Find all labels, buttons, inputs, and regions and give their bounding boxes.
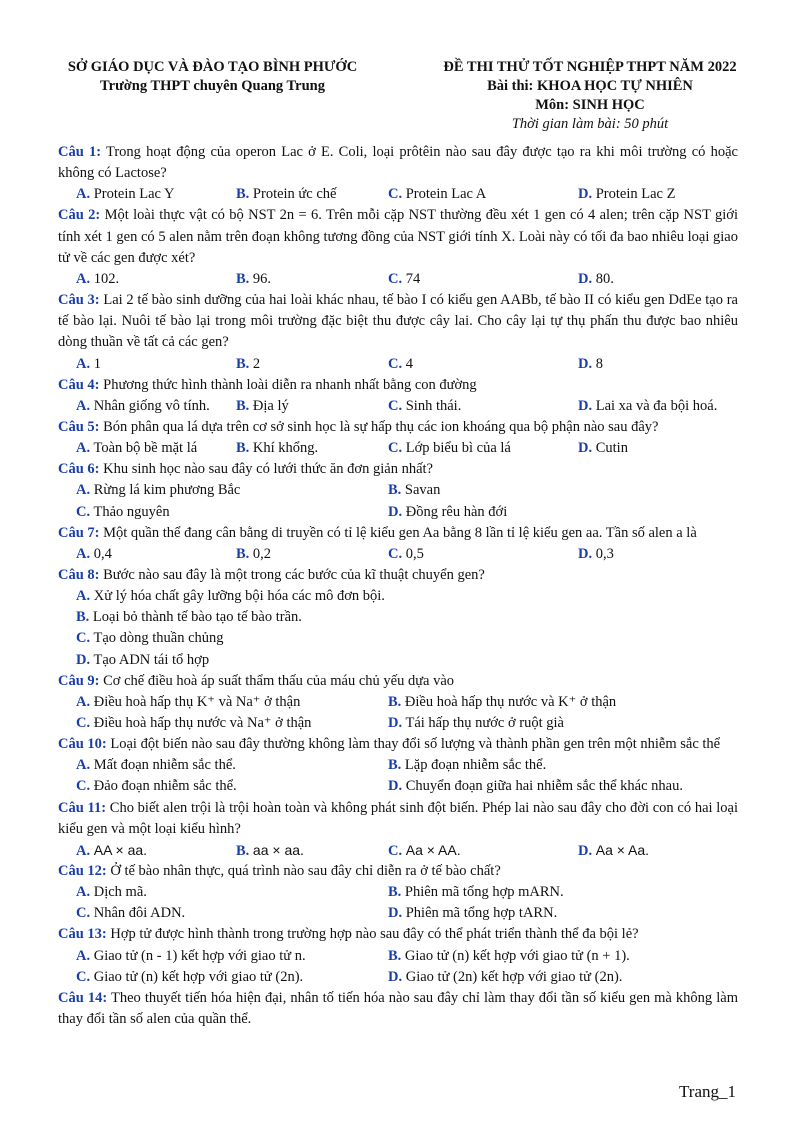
option-a [76,882,147,903]
option-text: 8 [595,355,603,372]
page-number: Trang_1 [679,1082,736,1101]
options-row [58,354,738,375]
option-b [388,755,546,776]
option-c [388,840,461,862]
option-text: 74 [405,270,421,287]
option-text: Giao tử (n) kết hợp với giao tử (n + 1). [404,947,630,964]
option-letter: B. [236,440,250,457]
question-text: Bón phân qua lá dựa trên cơ sở sinh học là sự hấp thụ các ion khoáng qua bộ phận nào sau đây? [103,418,659,435]
option-text: Phiên mã tổng hợp tARN. [405,905,558,922]
option-letter: D. [388,503,403,520]
options-row [58,628,738,649]
option-a [76,946,306,967]
option-d [578,396,717,417]
options-row [58,967,738,988]
question-label: Câu 11: [58,799,107,816]
option-text: 4 [405,355,413,372]
option-text: 0,3 [595,545,614,562]
option-text: Aa × Aa. [595,841,650,858]
option-letter: B. [388,947,402,964]
option-letter: A. [76,693,91,710]
options-row [58,903,738,924]
option-letter: B. [236,355,250,372]
question-5 [58,417,738,438]
option-text: 2 [252,355,261,372]
question-label: Câu 12: [58,863,107,880]
option-text: 80. [595,270,614,287]
question-label: Câu 3: [58,292,100,309]
option-letter: B. [388,884,402,901]
option-letter: C. [76,715,91,732]
options-row [58,882,738,903]
question-text: Khu sinh học nào sau đây có lưới thức ăn đơn giản nhất? [103,461,433,478]
option-text: Loại bỏ thành tế bào tạo tế bào trần. [92,609,302,626]
option-letter: D. [388,715,403,732]
option-text: Điều hoà hấp thụ K⁺ và Na⁺ ở thận [93,693,301,710]
question-4 [58,375,738,396]
option-b [236,438,318,459]
option-letter: C. [388,186,403,203]
option-c [388,184,486,205]
option-d [388,967,622,988]
option-letter: D. [388,778,403,795]
option-text: Protein Lac Y [93,186,175,203]
option-text: Lặp đoạn nhiễm sắc thể. [404,757,547,774]
options-row [58,607,738,628]
option-d [388,713,564,734]
options-row [58,396,738,417]
option-letter: A. [76,842,91,859]
option-letter: A. [76,270,91,287]
option-text: Giao tử (n - 1) kết hợp với giao tử n. [93,947,306,964]
option-letter: A. [76,440,91,457]
option-b [236,354,260,375]
option-text: Địa lý [252,397,289,414]
question-text: Một quần thể đang cân bằng di truyền có tỉ lệ kiểu gen Aa bằng 8 lần tỉ lệ kiểu gen aa. Tần số alen a là [103,524,697,541]
option-text: Dịch mã. [93,884,147,901]
option-a [76,755,236,776]
option-c [388,269,420,290]
option-b [388,882,564,903]
question-8 [58,565,738,586]
option-c [76,713,311,734]
option-text: 0,5 [405,545,424,562]
question-text: Cơ chế điều hoà áp suất thẩm thấu của máu chủ yếu dựa vào [103,672,455,689]
option-letter: C. [76,905,91,922]
option-letter: A. [76,757,91,774]
option-b [236,544,271,565]
option-letter: C. [388,545,403,562]
option-letter: C. [76,630,91,647]
options-row [58,776,738,797]
option-text: Giao tử (n) kết hợp với giao tử (2n). [93,968,304,985]
option-b [236,269,271,290]
option-letter: A. [76,947,91,964]
option-text: Điều hoà hấp thụ nước và Na⁺ ở thận [93,715,312,732]
option-letter: A. [76,355,91,372]
option-letter: D. [578,270,593,287]
question-text: Trong hoạt động của operon Lac ở E. Coli, loại prôtêin nào sau đây được tạo ra khi môi trường có hoặc không có Lactose? [58,144,738,182]
option-a [76,692,300,713]
option-text: Lai xa và đa bội hoá. [595,397,718,414]
option-a [76,840,147,862]
option-b [388,692,616,713]
option-b [236,184,336,205]
question-label: Câu 13: [58,926,107,943]
question-label: Câu 4: [58,376,100,393]
question-text: Bước nào sau đây là một trong các bước của kĩ thuật chuyển gen? [103,567,485,583]
option-letter: C. [388,397,403,414]
option-text: Rừng lá kim phương Bắc [93,482,241,499]
option-text: Lớp biểu bì của lá [405,440,511,457]
header-right [405,58,775,134]
options-row [58,713,738,734]
option-a [76,354,101,375]
question-label: Câu 5: [58,418,100,435]
option-letter: B. [236,186,250,203]
options-row [58,946,738,967]
option-text: Sinh thái. [405,397,462,414]
option-b [236,840,304,862]
option-a [76,586,385,607]
option-d [578,544,614,565]
option-c [76,628,224,649]
option-d [578,840,649,862]
question-label: Câu 14: [58,989,108,1006]
option-b [388,946,630,967]
option-a [76,438,197,459]
option-a [76,544,112,565]
option-text: Nhân giống vô tính. [93,397,210,414]
option-d [578,354,603,375]
options-row [58,438,738,459]
question-text: Lai 2 tế bào sinh dưỡng của hai loài khác nhau, tế bào I có kiểu gen AABb, tế bào II có kiểu gen DdEe tạo ra tế bào lại. Nuôi tế bào lại trong môi trường đặc biệt thu được cây lai. Cho cây lại tự thụ phấn thu được bao nhiêu dòng thuần về tất cả các gen? [58,292,738,351]
option-text: Tạo dòng thuần chủng [93,630,224,647]
option-letter: A. [76,186,91,203]
option-c [76,502,170,523]
option-letter: A. [76,482,91,499]
option-letter: B. [236,397,250,414]
option-text: 0,2 [252,545,272,562]
question-text: Ở tế bào nhân thực, quá trình nào sau đây chỉ diễn ra ở tế bào chất? [110,863,501,880]
option-d [578,184,675,205]
option-letter: B. [236,545,250,562]
exam-section: Bài thi: KHOA HỌC TỰ NHIÊN [487,78,693,94]
option-c [388,396,461,417]
option-letter: C. [388,440,403,457]
question-text: Hợp tử được hình thành trong trường hợp nào sau đây có thể phát triển thành thể đa bội lẻ? [110,926,639,943]
option-c [76,776,237,797]
option-letter: D. [578,842,593,859]
exam-subject: Môn: SINH HỌC [535,97,645,113]
option-text: Thảo nguyên [93,503,170,520]
question-label: Câu 7: [58,524,100,541]
exam-time: Thời gian làm bài: 50 phút [511,116,669,132]
question-text: Theo thuyết tiến hóa hiện đại, nhân tố tiến hóa nào sau đây chỉ làm thay đổi tần số kiểu gen mà không làm thay đổi tần số alen của quần thể. [58,989,738,1028]
option-letter: A. [76,397,91,414]
options-row [58,692,738,713]
question-6 [58,459,738,480]
option-letter: B. [236,842,250,859]
question-11 [58,798,738,840]
option-letter: D. [388,968,403,985]
options-row [58,269,738,290]
question-text: Phương thức hình thành loài diễn ra nhanh nhất bằng con đường [103,376,477,393]
option-text: Đảo đoạn nhiễm sắc thể. [93,778,237,795]
question-14 [58,988,738,1030]
option-a [76,396,210,417]
question-text: Một loài thực vật có bộ NST 2n = 6. Trên mỗi cặp NST thường đều xét 1 gen có 4 alen; trên cặp NST giới tính xét 1 gen có 5 alen nằm trên đoạn không tương đồng của NST giới tính X. Loài này có tối đa bao nhiêu loại giao tử về các gen được xét? [58,207,738,266]
option-text: Chuyển đoạn giữa hai nhiễm sắc thể khác nhau. [405,778,683,795]
exam-title: ĐỀ THI THỬ TỐT NGHIỆP THPT NĂM 2022 [443,59,737,75]
question-10 [58,734,738,755]
question-label: Câu 9: [58,672,100,689]
question-12 [58,861,738,882]
question-text: Cho biết alen trội là trội hoàn toàn và không phát sinh đột biến. Phép lai nào sau đây cho đời con có hai loại kiểu gen và một loại kiểu hình? [58,799,738,837]
option-text: 0,4 [93,545,112,562]
option-b [236,396,289,417]
option-b [76,607,302,628]
question-9 [58,671,738,692]
option-letter: D. [578,186,593,203]
question-1 [58,142,738,184]
option-c [388,544,424,565]
school-name: Trường THPT chuyên Quang Trung [100,78,325,94]
question-2 [58,205,738,268]
option-text: 96. [252,270,272,287]
option-d [578,438,628,459]
option-c [388,438,511,459]
option-letter: C. [388,355,403,372]
options-row [58,544,738,565]
question-label: Câu 2: [58,207,101,224]
option-letter: B. [236,270,250,287]
option-letter: D. [76,651,91,668]
option-d [388,776,683,797]
option-text: AA × aa. [93,841,148,858]
options-row [58,650,738,671]
option-text: Giao tử (2n) kết hợp với giao tử (2n). [405,968,623,985]
question-label: Câu 1: [58,144,102,160]
option-text: Tái hấp thụ nước ở ruột già [405,715,564,732]
option-text: Mất đoạn nhiễm sắc thể. [93,757,236,774]
option-letter: A. [76,545,91,562]
option-c [388,354,413,375]
option-text: Khí khổng. [252,440,319,457]
option-d [388,502,507,523]
option-letter: C. [76,778,91,795]
option-text: Cutin [595,440,628,457]
question-label: Câu 8: [58,567,100,583]
option-text: 1 [93,355,101,372]
option-letter: B. [388,693,402,710]
question-text: Loại đột biến nào sau đây thường không làm thay đổi số lượng và thành phần gen trên một nhiễm sắc thể [110,736,721,753]
option-text: Điều hoà hấp thụ nước và K⁺ ở thận [404,693,617,710]
options-row [58,480,738,501]
option-letter: C. [76,503,91,520]
option-text: Protein Lac Z [595,186,676,203]
question-13 [58,924,738,945]
question-7 [58,523,738,544]
option-text: Đồng rêu hàn đới [405,503,508,520]
option-letter: A. [76,884,91,901]
option-letter: D. [578,545,593,562]
option-a [76,184,175,205]
option-text: Xử lý hóa chất gây lưỡng bội hóa các mô đơn bội. [93,588,385,605]
option-b [388,480,440,501]
option-letter: C. [76,968,91,985]
option-letter: D. [388,905,403,922]
option-letter: C. [388,270,403,287]
option-a [76,480,240,501]
options-row [58,755,738,776]
option-text: Aa × AA. [405,841,461,858]
option-letter: B. [388,482,402,499]
question-3 [58,290,738,353]
options-row [58,184,738,205]
question-list [58,142,738,1030]
option-text: aa × aa. [252,841,304,858]
option-text: Savan [404,482,441,499]
option-a [76,269,119,290]
department-name: SỞ GIÁO DỤC VÀ ĐÀO TẠO BÌNH PHƯỚC [67,59,358,75]
option-letter: B. [76,609,90,626]
option-letter: D. [578,355,593,372]
options-row [58,840,738,861]
option-text: Nhân đôi ADN. [93,905,186,922]
option-letter: A. [76,588,91,605]
option-text: Protein ức chế [252,186,337,203]
options-row [58,502,738,523]
option-text: Tạo ADN tái tổ hợp [93,651,210,668]
question-label: Câu 6: [58,461,100,478]
header-left [40,58,385,96]
option-d [388,903,557,924]
option-text: Protein Lac A [405,186,487,203]
option-c [76,903,185,924]
option-d [578,269,614,290]
options-row [58,586,738,607]
option-text: 102. [93,270,120,287]
option-c [76,967,303,988]
option-text: Toàn bộ bề mặt lá [93,440,198,457]
option-letter: D. [578,440,593,457]
question-label: Câu 10: [58,736,107,753]
option-letter: B. [388,757,402,774]
option-letter: D. [578,397,593,414]
option-text: Phiên mã tổng hợp mARN. [404,884,564,901]
option-letter: C. [388,842,403,859]
option-d [76,650,209,671]
